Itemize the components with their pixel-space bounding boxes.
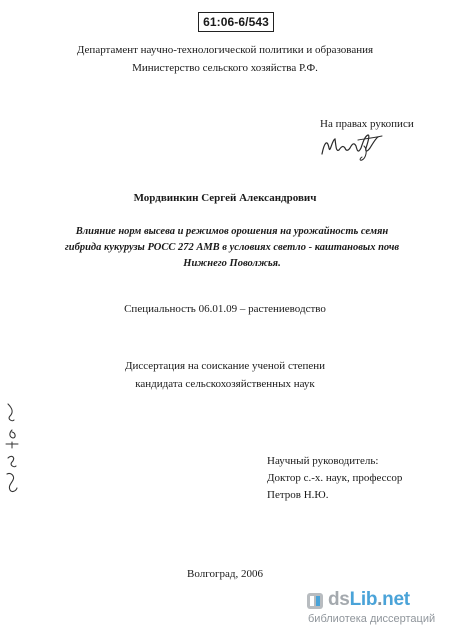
advisor-degree: Доктор с.-х. наук, профессор: [267, 472, 403, 484]
specialty-line: Специальность 06.01.09 – растениеводство: [124, 303, 326, 315]
title-line: Нижнего Поволжья.: [183, 258, 281, 269]
logo-lib: Lib: [349, 589, 378, 610]
author-name: Мордвинкин Сергей Александрович: [133, 192, 317, 204]
logo-net: net: [382, 589, 410, 610]
handwritten-signature: [318, 130, 388, 164]
title-line: Влияние норм высева и режимов орошения на урожайность семян: [75, 226, 389, 237]
department-line: Департамент научно-технологической политики и образования: [76, 44, 374, 56]
margin-handwritten-note: [0, 398, 24, 498]
advisor-block: [267, 453, 402, 504]
dissertation-title: [32, 224, 432, 272]
title-line: гибрида кукурузы РОСС 272 АМВ в условиях светло - каштановых почв: [64, 242, 400, 253]
advisor-name: Петров Н.Ю.: [267, 489, 329, 501]
dslib-watermark-logo: [328, 589, 410, 611]
rights-note: На правах рукописи: [320, 118, 414, 130]
city-year: Волгоград, 2006: [187, 568, 263, 580]
logo-dot: .: [377, 589, 383, 610]
logo-ds: ds: [328, 589, 350, 610]
advisor-label: Научный руководитель:: [267, 455, 379, 467]
ministry-line: Министерство сельского хозяйства Р.Ф.: [132, 62, 318, 74]
dslib-watermark-subtitle: библиотека диссертаций: [308, 613, 436, 625]
dslib-logo-icon: [305, 591, 325, 611]
degree-line-1: Диссертация на соискание ученой степени: [124, 360, 326, 372]
archive-code-box: 61:06-6/543: [198, 12, 274, 32]
degree-line-2: кандидата сельскохозяйственных наук: [135, 378, 315, 390]
